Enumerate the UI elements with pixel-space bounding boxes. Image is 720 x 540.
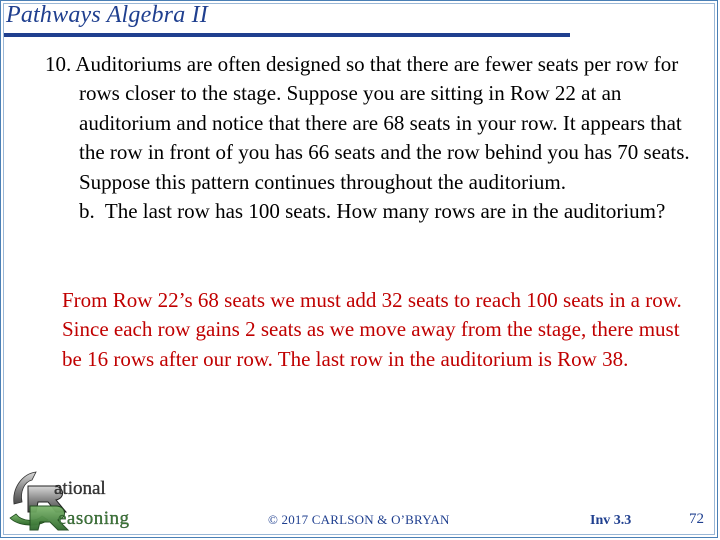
part-text: The last row has 100 seats. How many rows are in the auditorium? bbox=[104, 199, 666, 224]
footer-page-number: 72 bbox=[689, 511, 704, 527]
problem-stem bbox=[45, 50, 710, 197]
problem-number: 10. bbox=[45, 52, 72, 76]
logo-word-rational: ational bbox=[54, 478, 106, 499]
rational-reasoning-logo bbox=[8, 466, 178, 532]
problem-block bbox=[45, 50, 710, 226]
page-title: Pathways Algebra II bbox=[6, 2, 208, 28]
footer-investigation: Inv 3.3 bbox=[590, 513, 632, 528]
footer-copyright: © 2017 CARLSON & O’BRYAN bbox=[268, 512, 450, 527]
answer-text: From Row 22’s 68 seats we must add 32 seats to reach 100 seats in a row. Since each row gains 2 seats as we move away from the stage, there must be 16 rows after our row. The last row in the auditorium is Row 38. bbox=[62, 288, 682, 371]
part-letter: b. bbox=[79, 199, 95, 224]
title-underline bbox=[4, 33, 570, 37]
problem-stem-text: Auditoriums are often designed so that there are fewer seats per row for rows closer to the stage. Suppose you are sitting in Row 22 at an auditorium and notice that there are 68 seats in your row. It appears that the row in front of you has 66 seats and the row behind you has 70 seats. Suppose this pattern continues throughout the auditorium. bbox=[75, 52, 690, 194]
logo-word-reasoning: easoning bbox=[58, 508, 130, 529]
problem-part-b bbox=[45, 197, 710, 226]
